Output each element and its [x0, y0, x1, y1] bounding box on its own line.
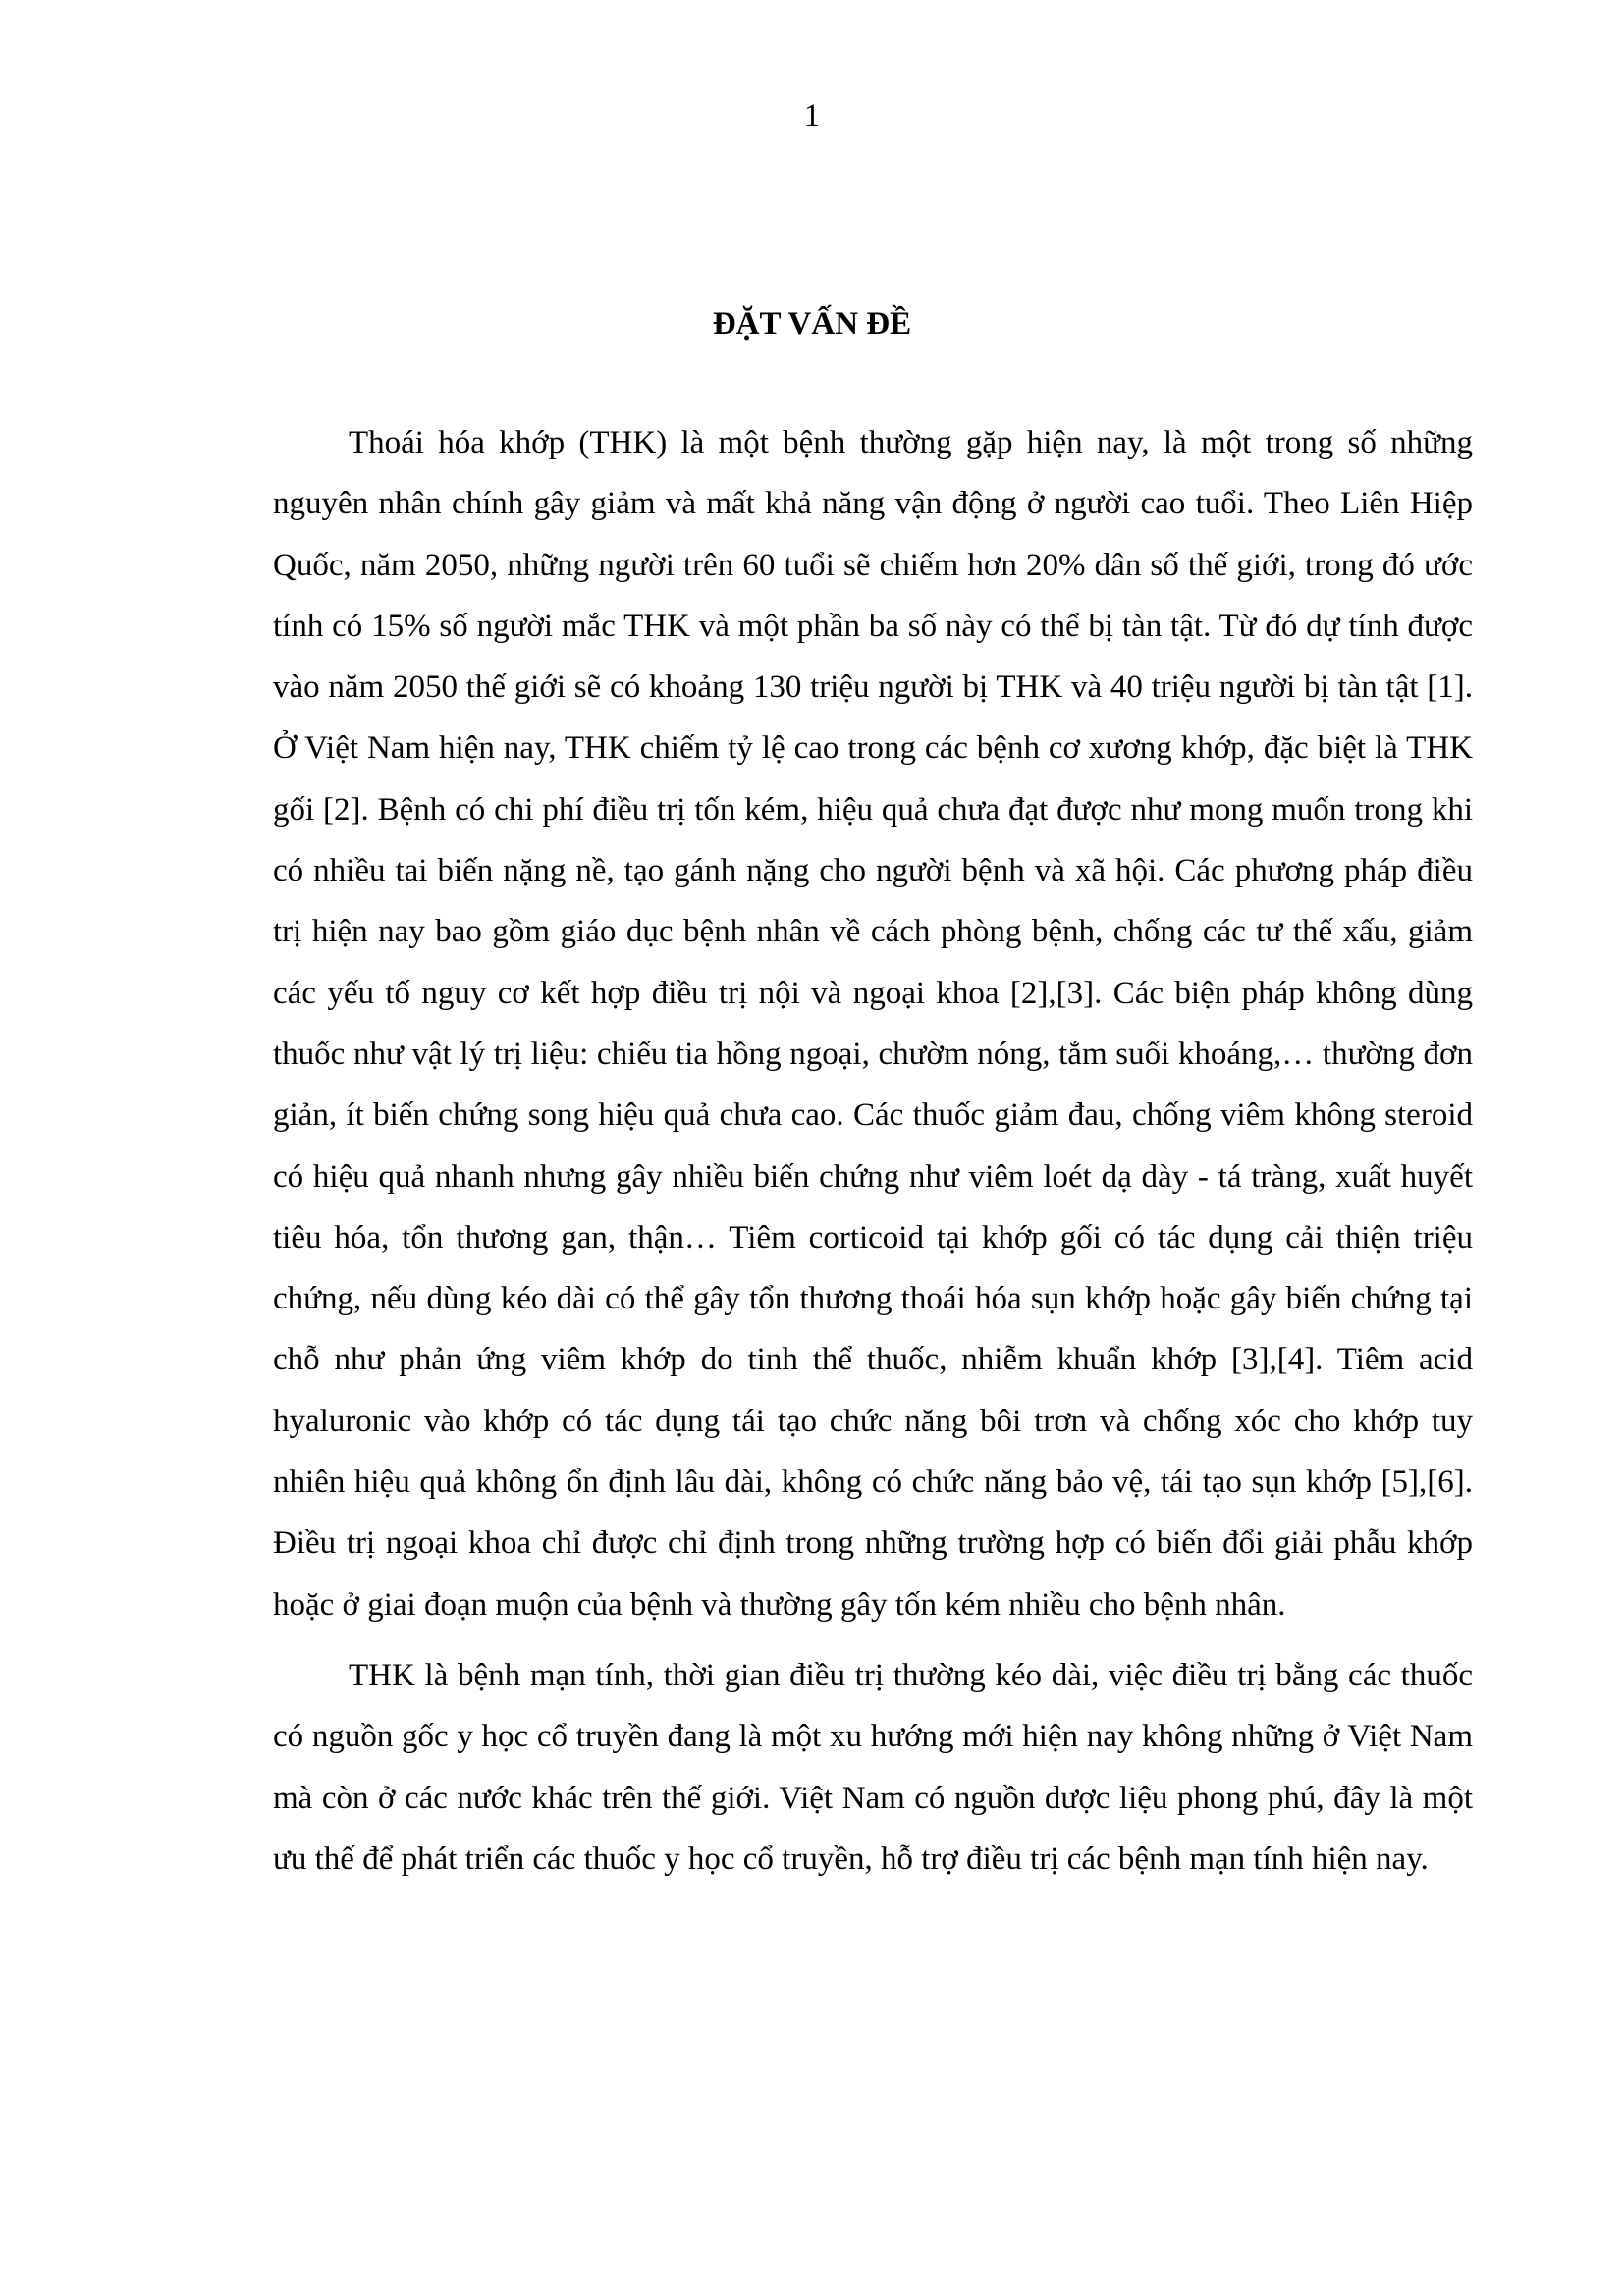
document-body — [273, 412, 1473, 1899]
paragraph-intro: Thoái hóa khớp (THK) là một bệnh thường gặp hiện nay, là một trong số những nguyên nhân chính gây giảm và mất khả năng vận động ở người cao tuổi. Theo Liên Hiệp Quốc, năm 2050, những người trên 60 tuổi sẽ chiếm hơn 20% dân số thế giới, trong đó ước tính có 15% số người mắc THK và một phần ba số này có thể bị tàn tật. Từ đó dự tính được vào năm 2050 thế giới sẽ có khoảng 130 triệu người bị THK và 40 triệu người bị tàn tật [1]. Ở Việt Nam hiện nay, THK chiếm tỷ lệ cao trong các bệnh cơ xương khớp, đặc biệt là THK gối [2]. Bệnh có chi phí điều trị tốn kém, hiệu quả chưa đạt được như mong muốn trong khi có nhiều tai biến nặng nề, tạo gánh nặng cho người bệnh và xã hội. Các phương pháp điều trị hiện nay bao gồm giáo dục bệnh nhân về cách phòng bệnh, chống các tư thế xấu, giảm các yếu tố nguy cơ kết hợp điều trị nội và ngoại khoa [2],[3]. Các biện pháp không dùng thuốc như vật lý trị liệu: chiếu tia hồng ngoại, chườm nóng, tắm suối khoáng,… thường đơn giản, ít biến chứng song hiệu quả chưa cao. Các thuốc giảm đau, chống viêm không steroid có hiệu quả nhanh nhưng gây nhiều biến chứng như viêm loét dạ dày - tá tràng, xuất huyết tiêu hóa, tổn thương gan, thận… Tiêm corticoid tại khớp gối có tác dụng cải thiện triệu chứng, nếu dùng kéo dài có thể gây tổn thương thoái hóa sụn khớp hoặc gây biến chứng tại chỗ như phản ứng viêm khớp do tinh thể thuốc, nhiễm khuẩn khớp [3],[4]. Tiêm acid hyaluronic vào khớp có tác dụng tái tạo chức năng bôi trơn và chống xóc cho khớp tuy nhiên hiệu quả không ổn định lâu dài, không có chức năng bảo vệ, tái tạo sụn khớp [5],[6]. Điều trị ngoại khoa chỉ được chỉ định trong những trường hợp có biến đổi giải phẫu khớp hoặc ở giai đoạn muộn của bệnh và thường gây tốn kém nhiều cho bệnh nhân. — [273, 425, 1473, 1623]
section-heading: ĐẶT VẤN ĐỀ — [712, 306, 912, 342]
paragraph-traditional-medicine: THK là bệnh mạn tính, thời gian điều trị thường kéo dài, việc điều trị bằng các thuốc có nguồn gốc y học cổ truyền đang là một xu hướng mới hiện nay không những ở Việt Nam mà còn ở các nước khác trên thế giới. Việt Nam có nguồn dược liệu phong phú, đây là một ưu thế để phát triển các thuốc y học cổ truyền, hỗ trợ điều trị các bệnh mạn tính hiện nay. — [273, 1657, 1473, 1877]
page-number: 1 — [803, 98, 821, 133]
